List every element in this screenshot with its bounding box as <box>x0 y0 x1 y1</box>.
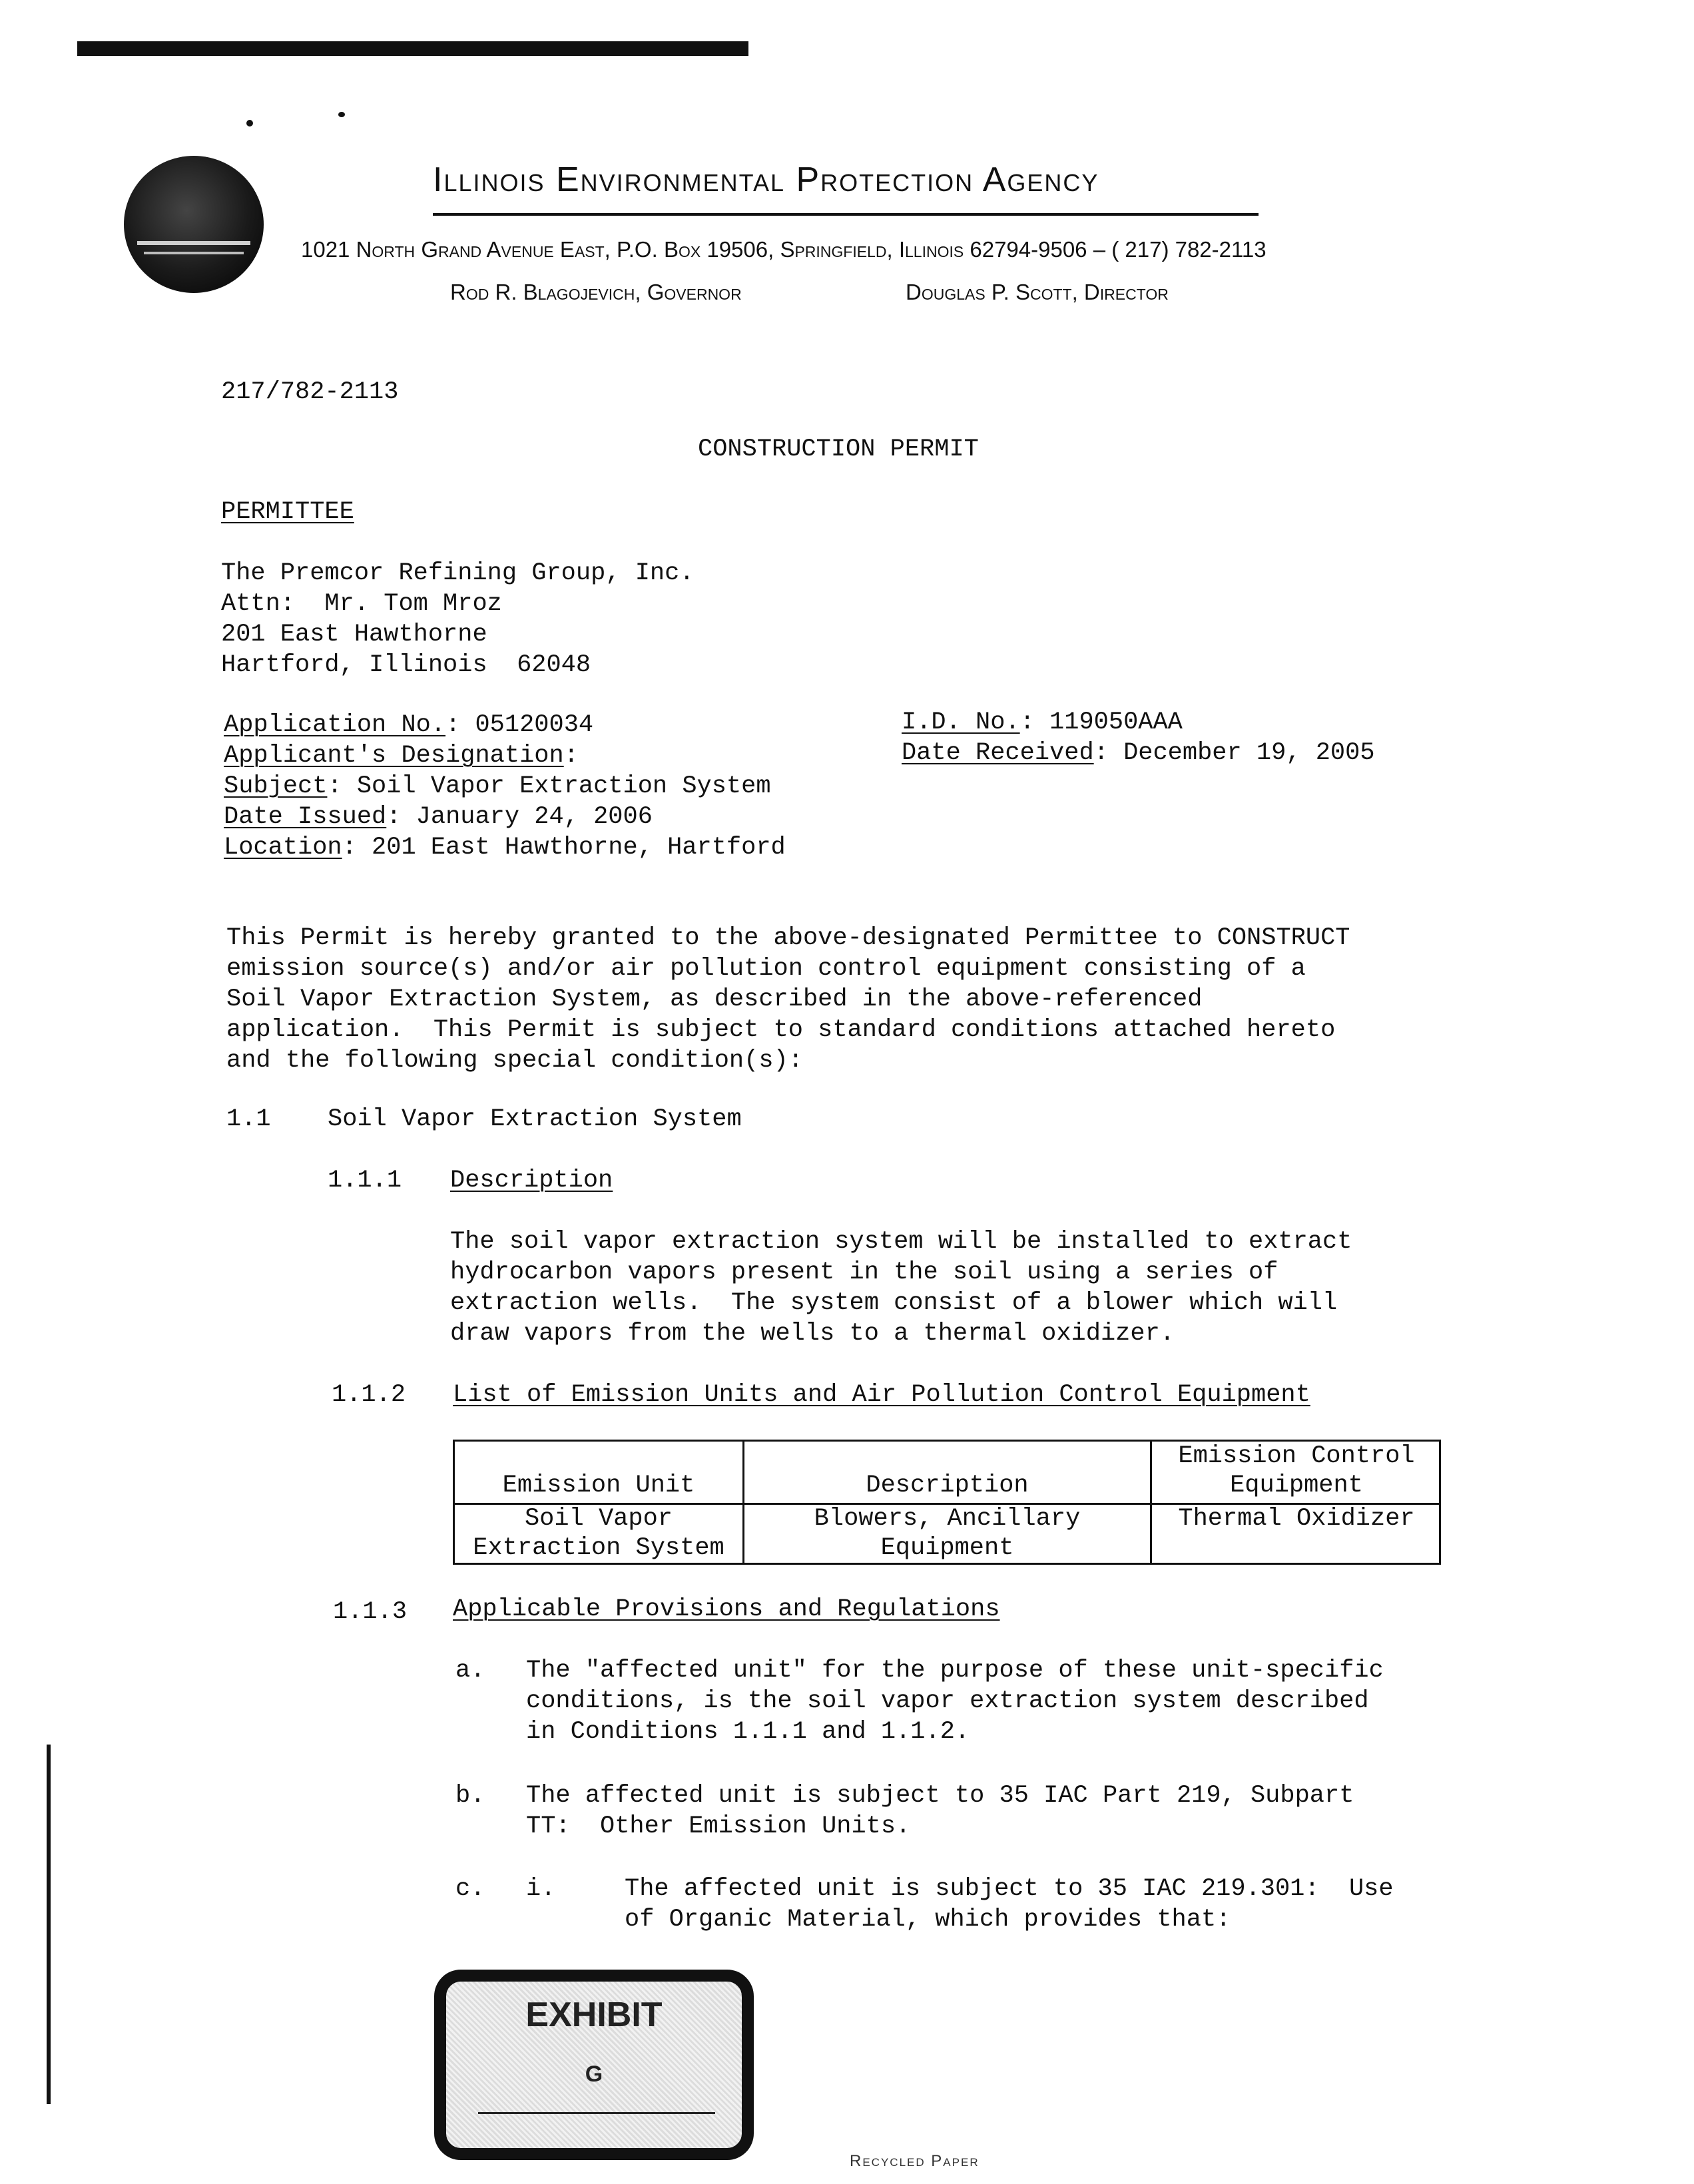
list-item-text: The "affected unit" for the purpose of these unit-specific conditions, is the soil vapor extraction system described in Conditions 1.1.1 and 1.1.2. <box>526 1657 1384 1746</box>
exhibit-stamp-line <box>478 2112 715 2114</box>
application-label: Application No. <box>224 711 446 739</box>
agency-seal <box>124 156 264 293</box>
director-name: Douglas P. Scott, Director <box>906 280 1169 304</box>
table-cell: Thermal Oxidizer <box>1178 1505 1415 1533</box>
id-value: : 119050AAA <box>1019 708 1183 736</box>
phone-number: 217/782-2113 <box>221 378 399 406</box>
governor-name: Rod R. Blagojevich, Governor <box>450 280 742 304</box>
received-label: Date Received <box>902 739 1094 767</box>
recycled-paper-note: Recycled Paper <box>850 2152 980 2170</box>
permittee-heading: PERMITTEE <box>221 498 354 526</box>
agency-address: 1021 North Grand Avenue East, P.O. Box 19506, Springfield, Illinois 62794-9506 – ( 217) 782-2113 <box>301 237 1267 262</box>
date-received <box>902 738 1375 768</box>
designation-label: Applicant's Designation <box>224 742 564 770</box>
table-header: Emission Control Equipment <box>1178 1442 1415 1500</box>
permittee-street: 201 East Hawthorne <box>221 621 487 649</box>
description-paragraph: The soil vapor extraction system will be installed to extract hydrocarbon vapors present in the soil using a series of extraction wells. The system consist of a blower which will draw vapors from the wells to a thermal oxidizer. <box>450 1228 1352 1348</box>
scan-top-bar <box>77 41 748 56</box>
application-number <box>224 710 593 740</box>
agency-seal-detail <box>137 241 250 245</box>
subsection-title: List of Emission Units and Air Pollution Control Equipment <box>453 1381 1310 1409</box>
id-number <box>902 707 1183 738</box>
location-value: : 201 East Hawthorne, Hartford <box>342 834 786 862</box>
agency-seal-detail <box>144 252 244 254</box>
list-item-letter: c. <box>455 1875 485 1903</box>
permittee-attn: Attn: Mr. Tom Mroz <box>221 590 502 618</box>
subsection-number: 1.1.2 <box>332 1381 406 1409</box>
letterhead-rule <box>433 213 1259 216</box>
date-issued <box>224 802 653 832</box>
subsection-number: 1.1.1 <box>328 1167 402 1195</box>
scan-speck <box>246 120 253 127</box>
application-value: : 05120034 <box>445 711 594 739</box>
emission-units-table <box>453 1440 1441 1565</box>
list-item-letter: b. <box>455 1782 485 1810</box>
exhibit-stamp-letter: G <box>585 2061 603 2087</box>
list-item-letter: a. <box>455 1657 485 1685</box>
intro-paragraph: This Permit is hereby granted to the above-designated Permittee to CONSTRUCT emission source(s) and/or air pollution control equipment consisting of a Soil Vapor Extraction System, as described in the above-referenced application. This Permit is subject to standard conditions attached hereto and the following special condition(s): <box>226 924 1350 1075</box>
subject-label: Subject <box>224 772 328 800</box>
id-label: I.D. No. <box>902 708 1020 736</box>
scan-speck <box>338 112 345 117</box>
list-item-text: The affected unit is subject to 35 IAC 219.301: Use of Organic Material, which provides that: <box>625 1875 1394 1934</box>
date-issued-label: Date Issued <box>224 803 387 831</box>
permittee-city: Hartford, Illinois 62048 <box>221 651 591 679</box>
permittee-company: The Premcor Refining Group, Inc. <box>221 559 695 587</box>
subject-value: : Soil Vapor Extraction System <box>327 772 771 800</box>
list-subitem-number: i. <box>526 1875 556 1903</box>
table-cell: Soil Vapor Extraction System <box>473 1505 724 1562</box>
table-header: Emission Unit <box>502 1472 695 1500</box>
scan-margin-line <box>47 1745 51 2104</box>
received-value: : December 19, 2005 <box>1093 739 1375 767</box>
section-number: 1.1 <box>226 1105 271 1133</box>
agency-name: Illinois Environmental Protection Agency <box>433 160 1099 199</box>
applicant-designation <box>224 740 579 771</box>
table-cell: Blowers, Ancillary Equipment <box>814 1505 1081 1562</box>
subsection-number: 1.1.3 <box>333 1598 408 1626</box>
location-label: Location <box>224 834 342 862</box>
list-item-text: The affected unit is subject to 35 IAC Part 219, Subpart TT: Other Emission Units. <box>526 1782 1354 1840</box>
table-header: Description <box>866 1472 1029 1500</box>
location <box>224 832 786 863</box>
page-title: CONSTRUCTION PERMIT <box>698 435 979 463</box>
subject <box>224 771 771 802</box>
subsection-title: Applicable Provisions and Regulations <box>453 1595 1000 1623</box>
date-issued-value: : January 24, 2006 <box>386 803 653 831</box>
exhibit-stamp-word: EXHIBIT <box>525 1996 663 2034</box>
designation-value: : <box>563 742 579 770</box>
subsection-title: Description <box>450 1167 613 1195</box>
section-title: Soil Vapor Extraction System <box>328 1105 742 1133</box>
exhibit-stamp <box>434 1970 754 2160</box>
